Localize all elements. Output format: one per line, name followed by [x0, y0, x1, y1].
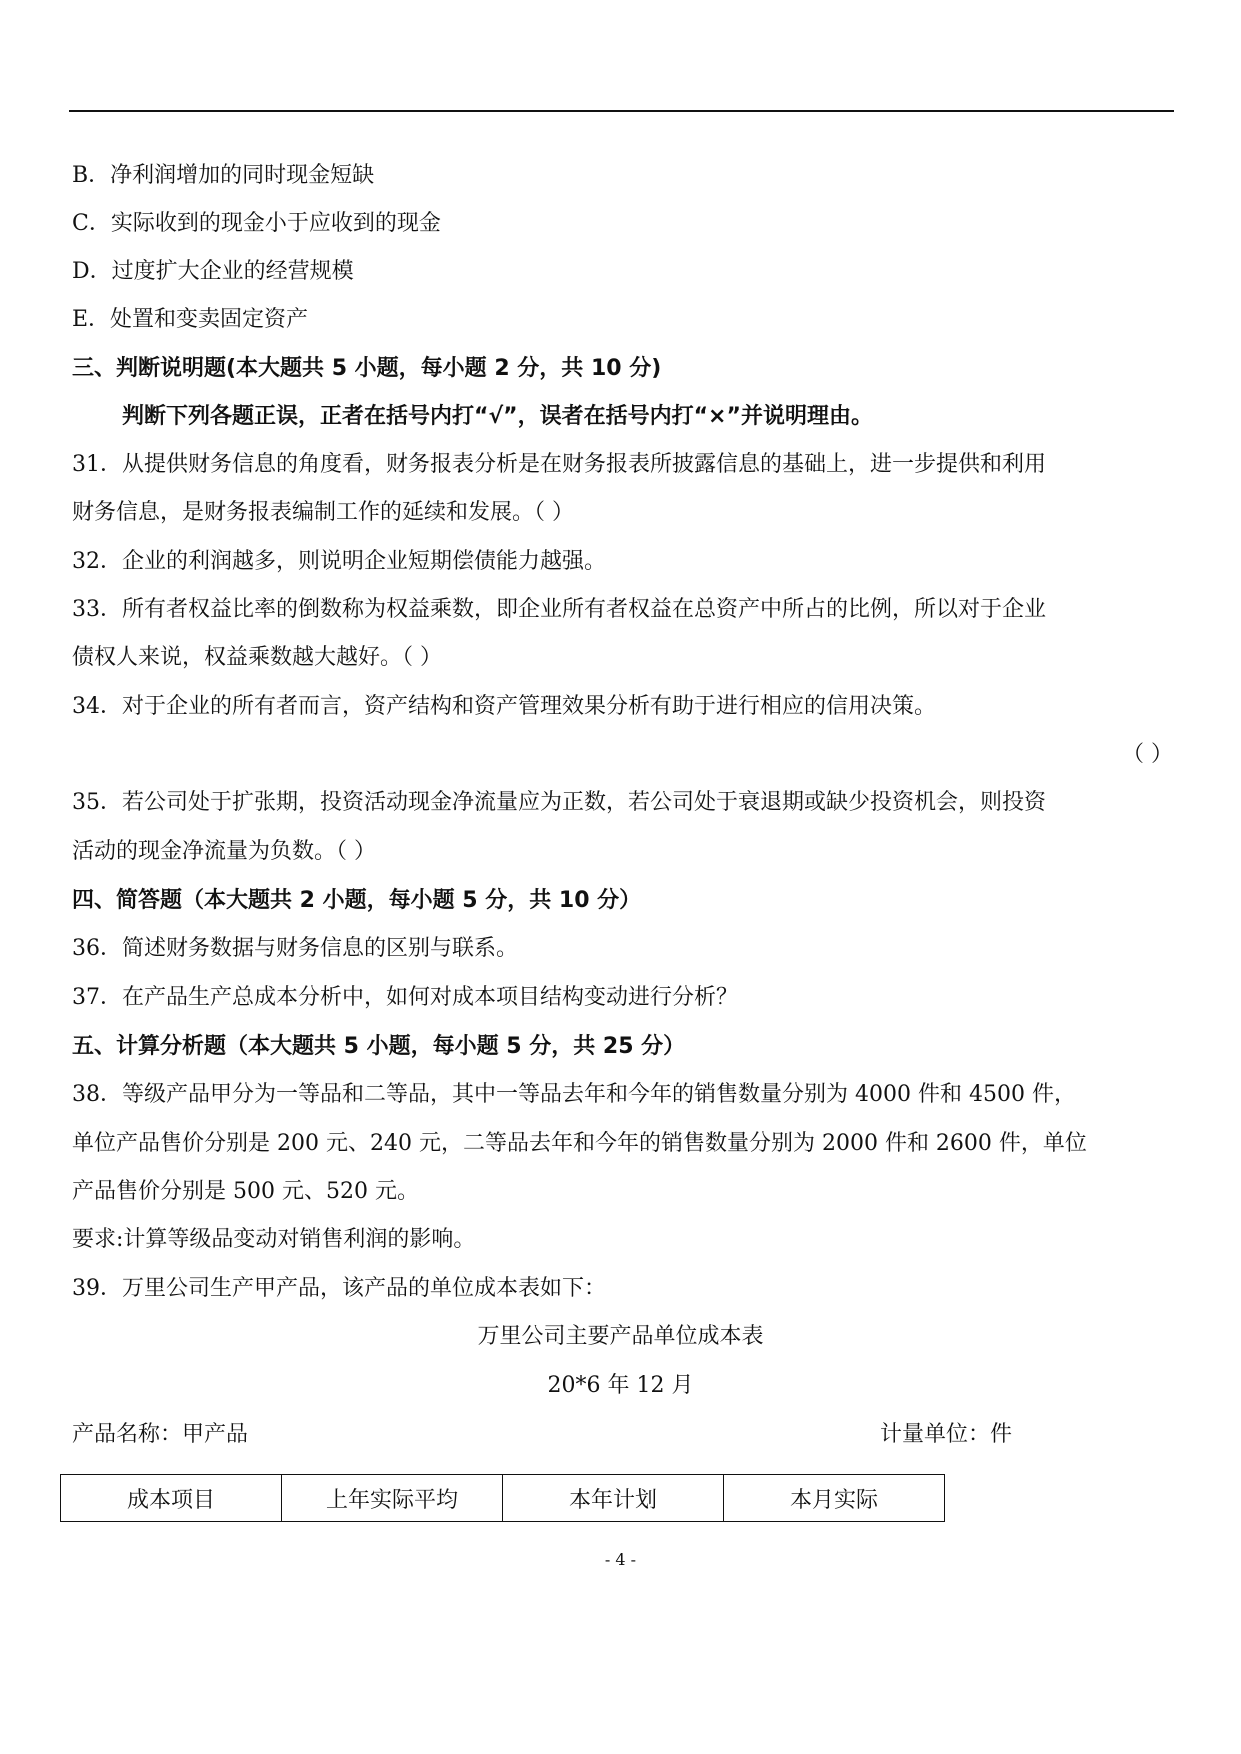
section-4-title: 四、简答题（本大题共 2 小题，每小题 5 分，共 10 分） — [72, 888, 642, 913]
question-31-line-2: 财务信息，是财务报表编制工作的延续和发展。（ ） — [72, 500, 574, 525]
question-38-line-1: 38．等级产品甲分为一等品和二等品，其中一等品去年和今年的销售数量分别为 4000 件和 4500 件， — [72, 1082, 1076, 1107]
question-37: 37．在产品生产总成本分析中，如何对成本项目结构变动进行分析？ — [72, 985, 738, 1010]
question-33-line-2: 债权人来说，权益乘数越大越好。（ ） — [72, 645, 442, 670]
header-rule — [69, 110, 1174, 112]
option-c: C．实际收到的现金小于应收到的现金 — [72, 211, 441, 236]
question-38-requirement: 要求:计算等级品变动对销售利润的影响。 — [72, 1227, 476, 1252]
option-e: E．处置和变卖固定资产 — [72, 307, 309, 332]
question-32: 32．企业的利润越多，则说明企业短期偿债能力越强。 — [72, 549, 606, 574]
cost-table-header-cell: 上年实际平均 — [282, 1475, 503, 1522]
question-35-line-2: 活动的现金净流量为负数。（ ） — [72, 839, 376, 864]
cost-table-header-row — [61, 1475, 945, 1522]
cost-table-header-cell: 成本项目 — [61, 1475, 282, 1522]
option-d: D．过度扩大企业的经营规模 — [72, 259, 354, 284]
cost-table-title: 万里公司主要产品单位成本表 — [477, 1324, 764, 1349]
question-35-line-1: 35．若公司处于扩张期，投资活动现金净流量应为正数，若公司处于衰退期或缺少投资机会，则投资 — [72, 790, 1046, 815]
question-38-line-3: 产品售价分别是 500 元、520 元。 — [72, 1179, 419, 1204]
cost-table-product-name: 产品名称：甲产品 — [72, 1422, 249, 1447]
question-31-line-1: 31．从提供财务信息的角度看，财务报表分析是在财务报表所披露信息的基础上，进一步提供和利用 — [72, 452, 1046, 477]
section-3-title: 三、判断说明题(本大题共 5 小题，每小题 2 分，共 10 分) — [72, 356, 662, 381]
question-36: 36．简述财务数据与财务信息的区别与联系。 — [72, 936, 518, 961]
question-38-line-2: 单位产品售价分别是 200 元、240 元，二等品去年和今年的销售数量分别为 2000 件和 2600 件，单位 — [72, 1131, 1087, 1156]
cost-table-header-cell: 本年计划 — [503, 1475, 724, 1522]
section-3-instruction: 判断下列各题正误，正者在括号内打“√”，误者在括号内打“×”并说明理由。 — [122, 404, 873, 429]
question-33-line-1: 33．所有者权益比率的倒数称为权益乘数，即企业所有者权益在总资产中所占的比例，所以对于企业 — [72, 597, 1046, 622]
cost-table — [60, 1474, 945, 1522]
question-39: 39．万里公司生产甲产品，该产品的单位成本表如下： — [72, 1276, 606, 1301]
option-b: B．净利润增加的同时现金短缺 — [72, 163, 375, 188]
page-number: - 4 - — [604, 1550, 637, 1569]
question-34-line-1: 34．对于企业的所有者而言，资产结构和资产管理效果分析有助于进行相应的信用决策。 — [72, 694, 936, 719]
cost-table-date: 20*6 年 12 月 — [547, 1373, 694, 1398]
section-5-title: 五、计算分析题（本大题共 5 小题，每小题 5 分，共 25 分） — [72, 1034, 686, 1059]
cost-table-header-cell: 本月实际 — [724, 1475, 945, 1522]
question-34-answer-bracket: （ ） — [1122, 742, 1173, 767]
cost-table-unit: 计量单位：件 — [880, 1422, 1013, 1447]
